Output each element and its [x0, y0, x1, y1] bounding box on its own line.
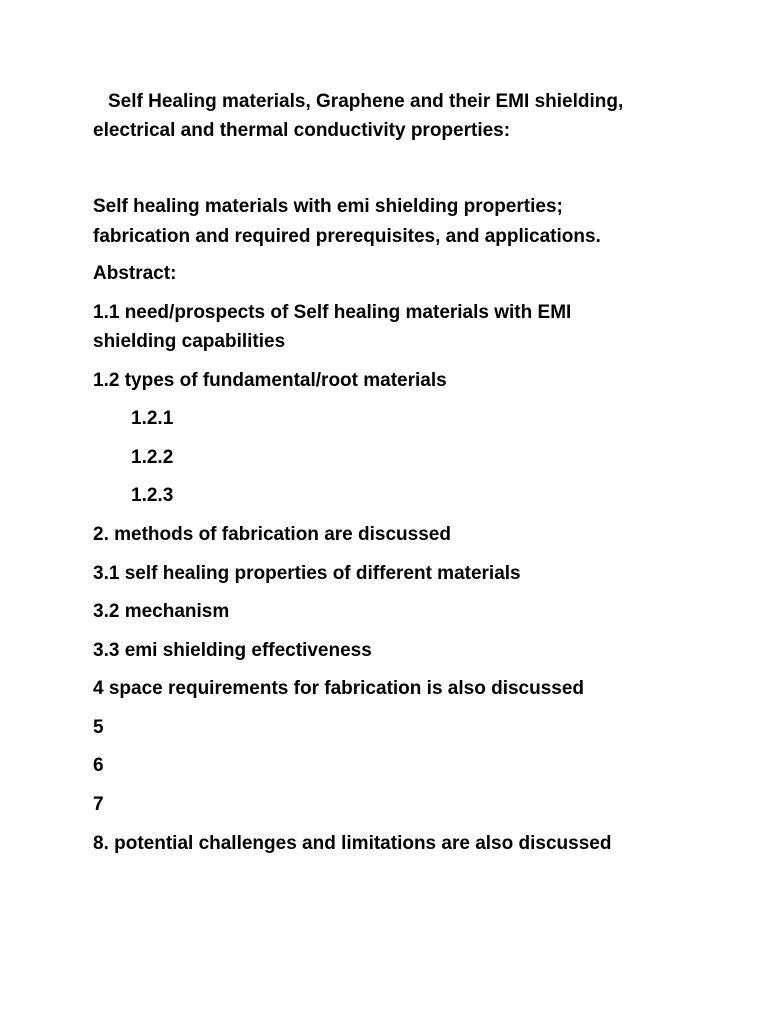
- abstract-heading: Abstract:: [93, 263, 177, 284]
- subtitle-line-2: fabrication and required prerequisites, and applications.: [93, 226, 601, 247]
- section-3-3: 3.3 emi shielding effectiveness: [93, 640, 372, 661]
- section-1-2: 1.2 types of fundamental/root materials: [93, 370, 447, 391]
- section-6: 6: [93, 755, 104, 776]
- document-title-line-2: electrical and thermal conductivity properties:: [93, 120, 511, 141]
- section-1-2-2: 1.2.2: [131, 447, 174, 468]
- section-5: 5: [93, 717, 104, 738]
- section-7: 7: [93, 794, 104, 815]
- section-1-1-line-1: 1.1 need/prospects of Self healing materials with EMI: [93, 302, 572, 323]
- section-2: 2. methods of fabrication are discussed: [93, 524, 451, 545]
- section-3-1: 3.1 self healing properties of different materials: [93, 563, 521, 584]
- section-8: 8. potential challenges and limitations are also discussed: [93, 833, 612, 854]
- section-3-2: 3.2 mechanism: [93, 601, 230, 622]
- document-title-line-1: Self Healing materials, Graphene and their EMI shielding,: [108, 91, 624, 112]
- section-4: 4 space requirements for fabrication is also discussed: [93, 678, 585, 699]
- section-1-2-3: 1.2.3: [131, 485, 174, 506]
- subtitle-line-1: Self healing materials with emi shielding properties;: [93, 196, 563, 217]
- section-1-1-line-2: shielding capabilities: [93, 331, 286, 352]
- section-1-2-1: 1.2.1: [131, 408, 174, 429]
